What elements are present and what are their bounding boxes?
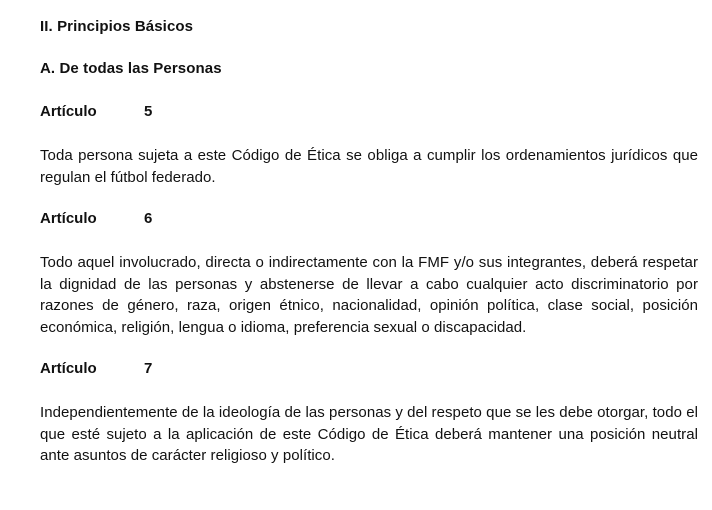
article-6 — [40, 209, 698, 338]
article-number: 6 — [144, 210, 153, 227]
article-heading — [40, 102, 698, 122]
article-label: Artículo — [40, 103, 97, 120]
article-label: Artículo — [40, 210, 97, 227]
article-5 — [40, 102, 698, 188]
article-heading — [40, 359, 698, 379]
article-7 — [40, 359, 698, 467]
article-heading — [40, 209, 698, 229]
article-number: 5 — [144, 103, 153, 120]
article-label: Artículo — [40, 360, 97, 377]
article-number: 7 — [144, 360, 153, 377]
article-text: Todo aquel involucrado, directa o indirectamente con la FMF y/o sus integrantes, deberá respetar la dignidad de las personas y abstenerse de llevar a cabo cualquier acto discriminatorio por razones de género, raza, origen étnico, nacionalidad, opinión política, clase social, posición económica, religión, lengua o idioma, preferencia sexual o discapacidad. — [40, 254, 698, 336]
section-title: II. Principios Básicos — [40, 18, 194, 35]
subsection-title: A. De todas las Personas — [40, 60, 222, 77]
article-text: Toda persona sujeta a este Código de Ética se obliga a cumplir los ordenamientos jurídicos que regulan el fútbol federado. — [40, 147, 698, 186]
article-text: Independientemente de la ideología de las personas y del respeto que se les debe otorgar, todo el que esté sujeto a la aplicación de este Código de Ética deberá mantener una posición neutral ante asuntos de carácter religioso y político. — [40, 404, 698, 464]
